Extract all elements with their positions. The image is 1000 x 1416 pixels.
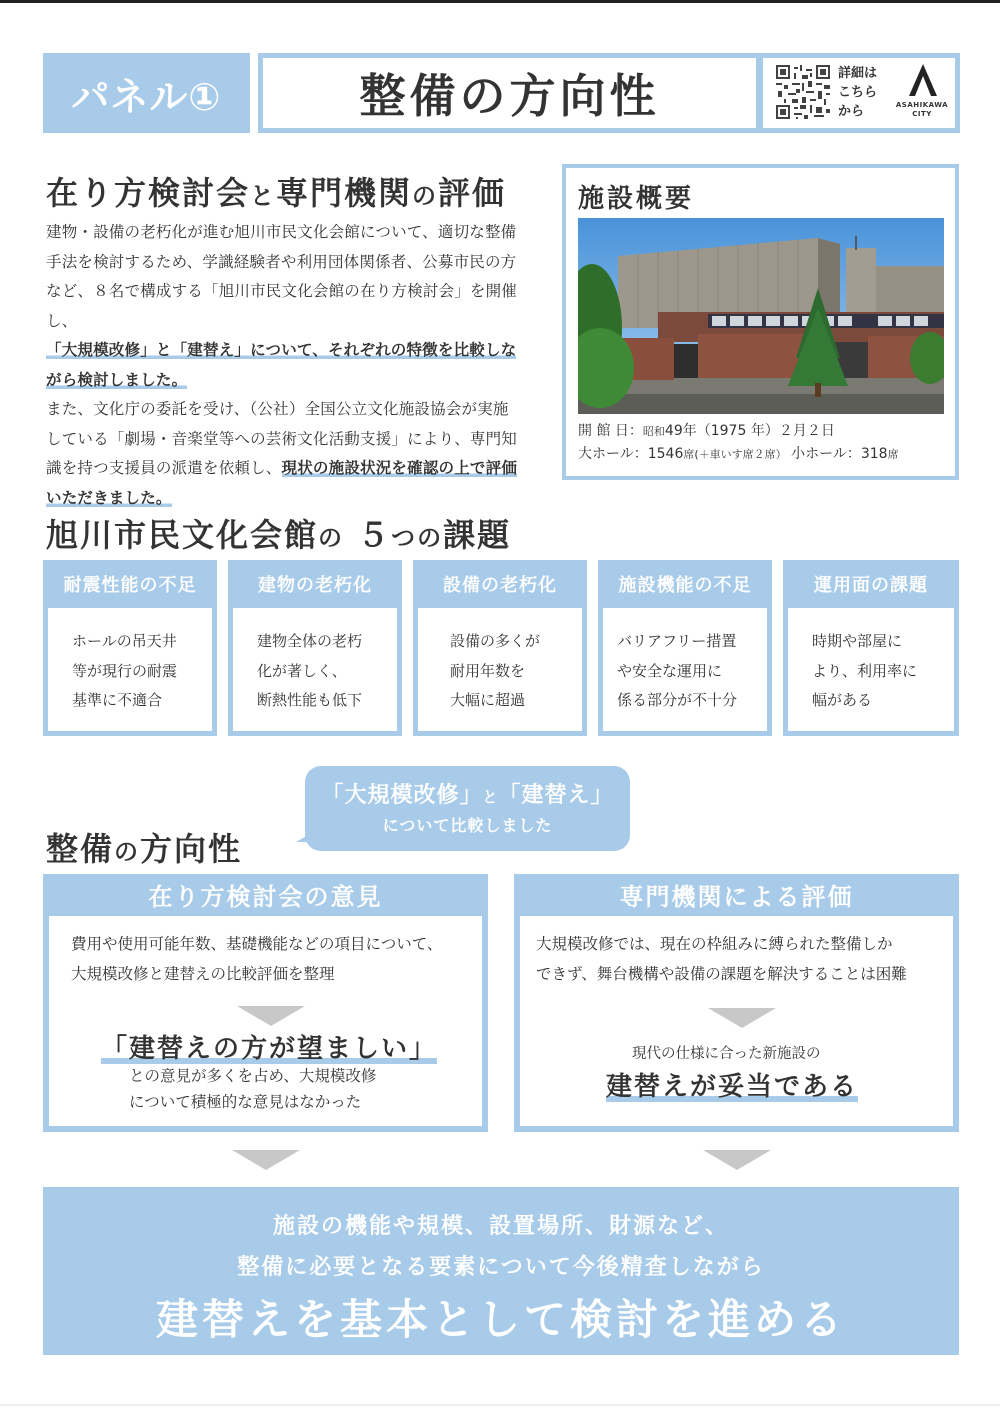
final-conclusion-box [43, 1187, 959, 1355]
heading-part: の [318, 524, 345, 552]
heading-part: 評価 [438, 174, 507, 212]
logo-word: CITY [912, 110, 932, 118]
logo-word: ASAHIKAWA [895, 101, 949, 109]
body-line: 識を持つ支援員の派遣を依頼し、 [46, 459, 282, 477]
opinion-text [71, 930, 442, 989]
qr-code-icon[interactable] [776, 65, 830, 119]
comparison-bubble [305, 766, 630, 851]
qr-note-line: こちら [838, 85, 878, 100]
facility-title: 施設概要 [578, 184, 695, 214]
issue-card [228, 560, 402, 736]
final-line: 施設の機能や規模、設置場所、財源など、 [272, 1214, 729, 1239]
body-line: など、８名で構成する「旭川市民文化会館の在り方検討会」を開催し、 [46, 282, 518, 330]
opinion-line: について積極的な意見はなかった [129, 1093, 362, 1111]
issue-line: 幅がある [812, 691, 873, 709]
issue-title: 建物の老朽化 [258, 575, 372, 596]
body-line: している「劇場・音楽堂等への芸術文化活動支援」により、専門知 [46, 429, 518, 448]
direction-heading [46, 824, 242, 870]
heading-part: 専門機関 [276, 174, 413, 212]
building-photo [578, 218, 944, 414]
conclusion-text: 「建替えの方が望ましい」 [101, 1034, 438, 1064]
evaluation-line: 大規模改修では、現在の枠組みに縛られた整備しか [536, 935, 893, 953]
issue-title: 運用面の課題 [814, 575, 928, 596]
highlight-line: 「大規模改修」と「建替え」について、それぞれの特徴を比較しな [46, 341, 517, 359]
issue-title: 施設機能の不足 [618, 575, 752, 596]
issue-line: 断熱性能も低下 [257, 691, 363, 709]
final-headline: 建替えを基本として検討を進める [155, 1295, 846, 1344]
review-heading [46, 168, 506, 214]
down-arrow-icon [237, 1006, 305, 1026]
issue-line: や安全な運用に [617, 661, 723, 680]
heading-part: の [412, 182, 439, 210]
panel-title: 専門機関による評価 [619, 882, 854, 911]
evaluation-text [536, 930, 907, 989]
heading-part: 旭川市民文化会館 [46, 516, 319, 554]
info-value: 大ホール：1546 [578, 446, 684, 462]
evaluation-line: できず、舞台機構や設備の課題を解決することは困難 [536, 964, 907, 983]
bubble-line [305, 778, 630, 809]
heading-part: 整備 [46, 830, 115, 868]
bubble-text: 「建替え」 [498, 783, 614, 808]
info-value: 小ホール：318 [791, 446, 888, 462]
body-line: 手法を検討するため、学識経験者や利用団体関係者、公募市民の方 [46, 252, 517, 271]
down-arrow-icon [703, 1150, 771, 1170]
expert-evaluation-panel [514, 874, 959, 1132]
facility-info [578, 420, 899, 466]
issue-card [598, 560, 772, 736]
issue-line: より、利用率に [812, 661, 918, 680]
highlight-line: いただきました。 [46, 488, 172, 507]
bubble-line: について比較しました [382, 816, 553, 835]
issue-line: 耐用年数を [450, 661, 526, 680]
issue-card [43, 560, 217, 736]
issue-line: 等が現行の耐震 [72, 661, 178, 680]
down-arrow-icon [232, 1150, 300, 1170]
qr-note-line: から [838, 104, 865, 119]
info-label: 開 館 日： [578, 423, 643, 439]
issue-line: 基準に不適合 [72, 691, 163, 709]
era: 昭和 [642, 425, 665, 438]
issue-body [233, 608, 397, 731]
body-line: また、文化庁の委託を受け、（公社）全国公立文化施設協会が実施 [46, 400, 509, 418]
asahikawa-logo-icon [903, 64, 943, 96]
issue-card [783, 560, 959, 736]
top-border [0, 0, 1000, 3]
qr-note-line: 詳細は [838, 66, 878, 81]
bottom-border [0, 1404, 1000, 1406]
opinion-after [129, 1063, 376, 1115]
highlight-line: 現状の施設状況を確認の上で評価 [281, 459, 518, 477]
issues-heading [46, 510, 511, 556]
issue-body [788, 608, 954, 731]
expert-conclusion [606, 1066, 858, 1103]
qr-note [838, 64, 877, 121]
opinion-line: 費用や使用可能年数、基礎機能などの項目について、 [71, 935, 443, 953]
issue-card [413, 560, 587, 736]
heading-part: 方向性 [140, 830, 243, 868]
issue-line: バリアフリー措置 [617, 632, 737, 650]
opinion-line: 大規模改修と建替えの比較評価を整理 [71, 964, 335, 983]
issue-body [48, 608, 212, 731]
logo-text [893, 101, 951, 119]
page-title: 整備の方向性 [263, 58, 756, 128]
issue-line: 時期や部屋に [812, 632, 903, 650]
opinion-line: との意見が多くを占め、大規模改修 [129, 1067, 377, 1085]
evaluation-pre: 現代の仕様に合った新施設の [632, 1046, 821, 1062]
issue-title: 設備の老朽化 [443, 575, 557, 596]
heading-part: の [114, 838, 141, 866]
opening-date-row [578, 420, 899, 443]
highlight-line: がら検討しました。 [46, 370, 188, 389]
info-value: 年（1975 年）２月２日 [682, 423, 835, 439]
panel-body [520, 916, 953, 1126]
bubble-text: 「大規模改修」 [321, 783, 483, 808]
issue-title: 耐震性能の不足 [63, 575, 197, 596]
down-arrow-icon [708, 1008, 776, 1028]
issue-line: 大幅に超過 [450, 691, 526, 709]
heading-part: ５ [357, 516, 392, 554]
heading-part: 在り方検討会 [46, 174, 251, 212]
issue-line: 係る部分が不十分 [617, 691, 738, 709]
wheelchair-note: (＋車いす席２席） [694, 448, 787, 461]
panel-title: 在り方検討会の意見 [148, 882, 383, 911]
committee-conclusion [101, 1028, 437, 1065]
heading-part: 課題 [443, 516, 512, 554]
unit: 席 [887, 448, 899, 461]
hall-row [578, 443, 899, 466]
unit: 席 [683, 448, 695, 461]
issue-line: 化が著しく、 [257, 661, 347, 680]
committee-opinion-panel [43, 874, 488, 1132]
heading-part: と [250, 182, 277, 210]
final-line: 整備に必要となる要素について今後精査しながら [237, 1255, 765, 1280]
bubble-text: と [482, 788, 499, 806]
issue-body [603, 608, 767, 731]
body-line: 建物・設備の老朽化が進む旭川市民文化会館について、適切な整備 [46, 223, 517, 241]
review-body [46, 218, 546, 513]
panel-body [49, 916, 482, 1126]
issue-line: ホールの吊天井 [72, 632, 177, 650]
heading-part: つの [391, 524, 444, 552]
issue-line: 設備の多くが [450, 632, 541, 650]
issue-line: 建物全体の老朽 [257, 632, 363, 650]
info-value: 49 [664, 423, 683, 439]
conclusion-text: 建替えが妥当である [606, 1072, 859, 1102]
panel-label: パネル① [43, 53, 250, 133]
issue-body [418, 608, 582, 731]
